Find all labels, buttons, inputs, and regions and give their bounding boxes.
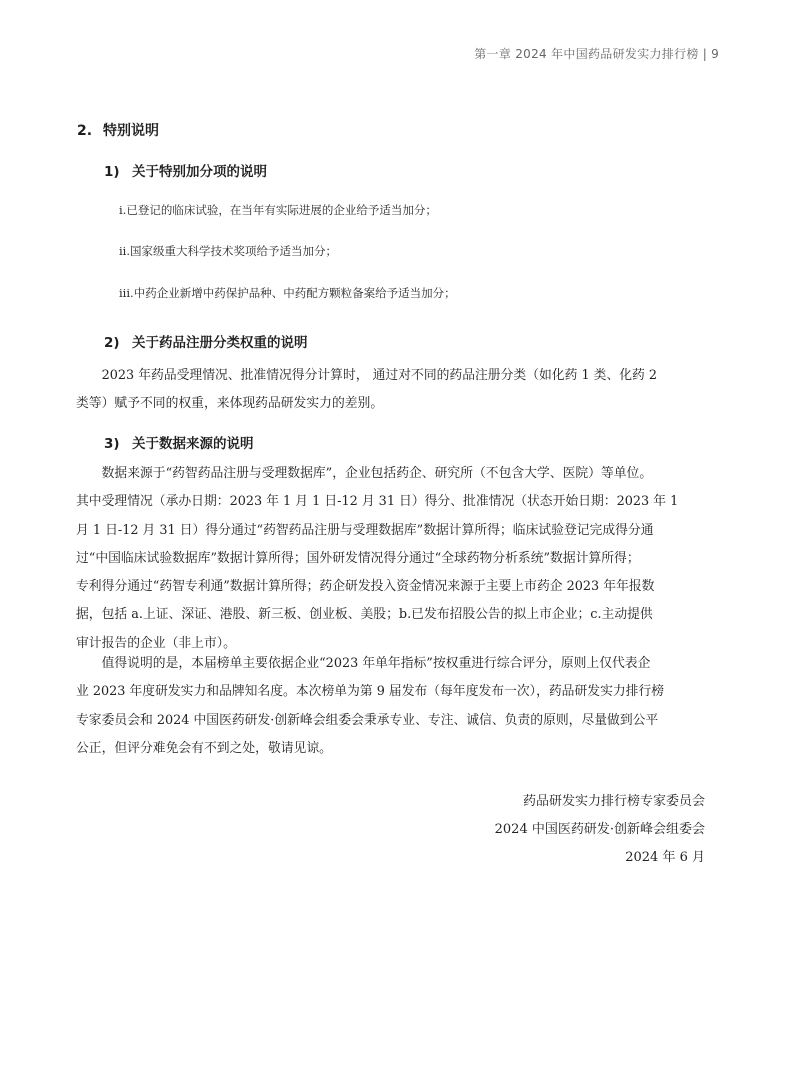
section-heading <box>77 120 159 140</box>
subsection-title: 关于药品注册分类权重的说明 <box>132 335 308 351</box>
paragraph-line: 过“中国临床试验数据库”数据计算所得；国外研发情况得分通过“全球药物分析系统”数据计算所得； <box>76 550 640 566</box>
subsection-number: 2) <box>104 335 120 351</box>
subsection-number: 1) <box>104 164 120 180</box>
subsection-heading-1 <box>104 160 267 180</box>
paragraph-line: 专利得分通过“药智专利通”数据计算所得；药企研发投入资金情况来源于主要上市药企 2023 年年报数 <box>76 579 655 595</box>
subsection-heading-2 <box>104 331 308 351</box>
paragraph-registration-weight <box>76 362 720 419</box>
list-item: ii.国家级重大科学技术奖项给予适当加分； <box>119 244 338 258</box>
subsection-title: 关于数据来源的说明 <box>132 436 254 452</box>
paragraph-line: 据，包括 a.上证、深证、港股、新三板、创业板、美股；b.已发布招股公告的拟上市企业；c.主动提供 <box>76 607 653 623</box>
paragraph-line: 月 1 日-12 月 31 日）得分通过“药智药品注册与受理数据库”数据计算所得；临床试验登记完成得分通 <box>76 522 654 538</box>
subsection-heading-3 <box>104 432 254 452</box>
section-number: 2. <box>77 123 93 139</box>
signature-org-committee: 药品研发实力排行榜专家委员会 <box>522 794 705 809</box>
header-separator: | <box>702 47 708 61</box>
paragraph-line: 值得说明的是，本届榜单主要依据企业“2023 年单年指标”按权重进行综合评分，原则上仅代表企 <box>76 656 651 671</box>
signature-date: 2024 年 6 月 <box>625 850 705 865</box>
paragraph-line: 审计报告的企业（非上市）。 <box>76 635 236 651</box>
paragraph-ranking-note <box>76 650 720 763</box>
subsection-title: 关于特别加分项的说明 <box>132 164 267 180</box>
signature-org-organizing: 2024 中国医药研发·创新峰会组委会 <box>494 822 705 837</box>
page-number: 9 <box>711 47 719 61</box>
paragraph-line: 公正，但评分难免会有不到之处，敬请见谅。 <box>76 740 332 756</box>
section-title: 特别说明 <box>103 123 159 139</box>
paragraph-line: 其中受理情况（承办日期：2023 年 1 月 1 日-12 月 31 日）得分、批准情况（状态开始日期：2023 年 1 <box>76 494 679 510</box>
chapter-title: 第一章 2024 年中国药品研发实力排行榜 <box>474 47 699 61</box>
subsection-number: 3) <box>104 436 120 452</box>
paragraph-line: 数据来源于“药智药品注册与受理数据库”，企业包括药企、研究所（不包含大学、医院）等单位。 <box>76 466 653 481</box>
paragraph-line: 类等）赋予不同的权重，来体现药品研发实力的差别。 <box>76 396 384 412</box>
paragraph-line: 2023 年药品受理情况、批准情况得分计算时， 通过对不同的药品注册分类（如化药 1 类、化药 2 <box>76 368 658 383</box>
list-item: iii.中药企业新增中药保护品种、中药配方颗粒备案给予适当加分； <box>119 286 456 300</box>
paragraph-line: 专家委员会和 2024 中国医药研发·创新峰会组委会秉承专业、专注、诚信、负责的原则，尽量做到公平 <box>76 712 659 728</box>
list-item: i.已登记的临床试验，在当年有实际进展的企业给予适当加分； <box>119 203 437 217</box>
page-header <box>474 45 719 62</box>
paragraph-data-source <box>76 460 720 658</box>
paragraph-line: 业 2023 年度研发实力和品牌知名度。本次榜单为第 9 届发布（每年度发布一次），药品研发实力排行榜 <box>76 684 665 700</box>
